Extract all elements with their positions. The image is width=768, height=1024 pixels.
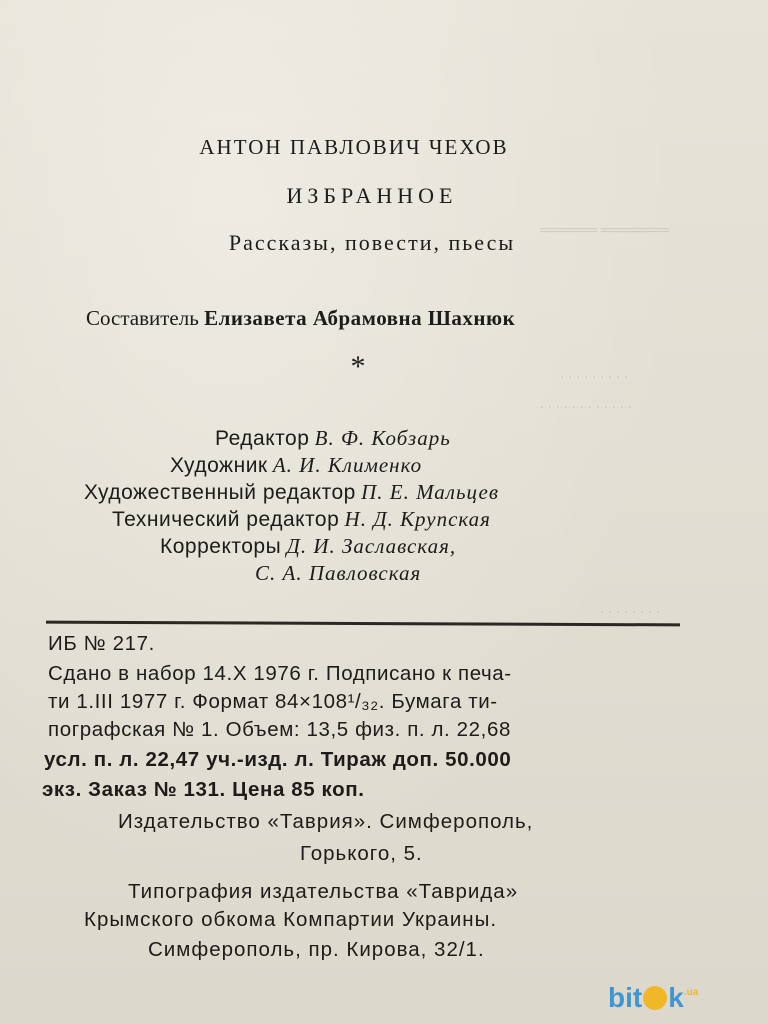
publisher-line: Горького, 5. <box>300 842 423 865</box>
coin-icon <box>643 986 667 1010</box>
publisher-line: Издательство «Таврия». Симферополь, <box>118 810 534 833</box>
credit-editor <box>215 425 451 452</box>
credit-proofreader-2 <box>255 560 421 587</box>
credit-person: П. Е. Мальцев <box>361 480 499 504</box>
logo-text: k <box>668 982 684 1013</box>
imprint-line: пографская № 1. Объем: 13,5 физ. п. л. 22,68 <box>48 718 511 741</box>
credit-art-editor <box>84 479 499 506</box>
compiler-name: Елизавета Абрамовна Шахнюк <box>204 306 516 330</box>
imprint-line: усл. п. л. 22,47 уч.-изд. л. Тираж доп. 50.000 <box>44 748 512 771</box>
credit-role: Художественный редактор <box>84 481 356 504</box>
printer-line: Симферополь, пр. Кирова, 32/1. <box>148 938 485 961</box>
compiler-label: Составитель <box>86 306 199 330</box>
logo-suffix: .ua <box>683 987 699 998</box>
imprint-ib-number: ИБ № 217. <box>48 632 155 655</box>
site-watermark-logo <box>608 982 758 1016</box>
imprint-line: ти 1.III 1977 г. Формат 84×108¹/₃₂. Бумага ти- <box>48 690 498 713</box>
credit-role: Технический редактор <box>112 508 340 531</box>
show-through-text: . . . . . . . . <box>600 600 660 617</box>
credit-person: А. И. Клименко <box>272 453 423 477</box>
book-subtitle: Рассказы, повести, пьесы <box>228 230 516 255</box>
book-title: ИЗБРАННОЕ <box>286 183 458 208</box>
printer-line: Крымского обкома Компартии Украины. <box>84 908 498 931</box>
credit-person: Н. Д. Крупская <box>344 507 491 531</box>
credit-tech-editor <box>112 506 491 533</box>
imprint-line: Сдано в набор 14.X 1976 г. Подписано к печа- <box>48 662 512 685</box>
author-name: АНТОН ПАВЛОВИЧ ЧЕХОВ <box>199 135 509 159</box>
credit-artist <box>170 452 422 479</box>
credit-person: Д. И. Заславская, <box>286 534 457 558</box>
section-separator: * <box>350 350 366 383</box>
compiler-line <box>86 306 515 331</box>
show-through-text: ═════ ══════ <box>540 222 669 239</box>
imprint-line: экз. Заказ № 131. Цена 85 коп. <box>42 778 365 801</box>
divider-rule <box>46 621 680 627</box>
credit-person: С. А. Павловская <box>255 561 422 585</box>
logo-text: bit <box>608 982 643 1013</box>
credit-proofreaders <box>160 533 456 560</box>
credit-role: Корректоры <box>160 535 282 558</box>
printer-line: Типография издательства «Таврида» <box>128 880 519 903</box>
credit-person: В. Ф. Кобзарь <box>314 426 451 450</box>
show-through-text: . . . . . . . . . . . . <box>540 395 632 412</box>
credit-role: Редактор <box>215 427 310 450</box>
show-through-text: . . . . . . . . . <box>560 365 628 382</box>
credit-role: Художник <box>170 454 268 477</box>
